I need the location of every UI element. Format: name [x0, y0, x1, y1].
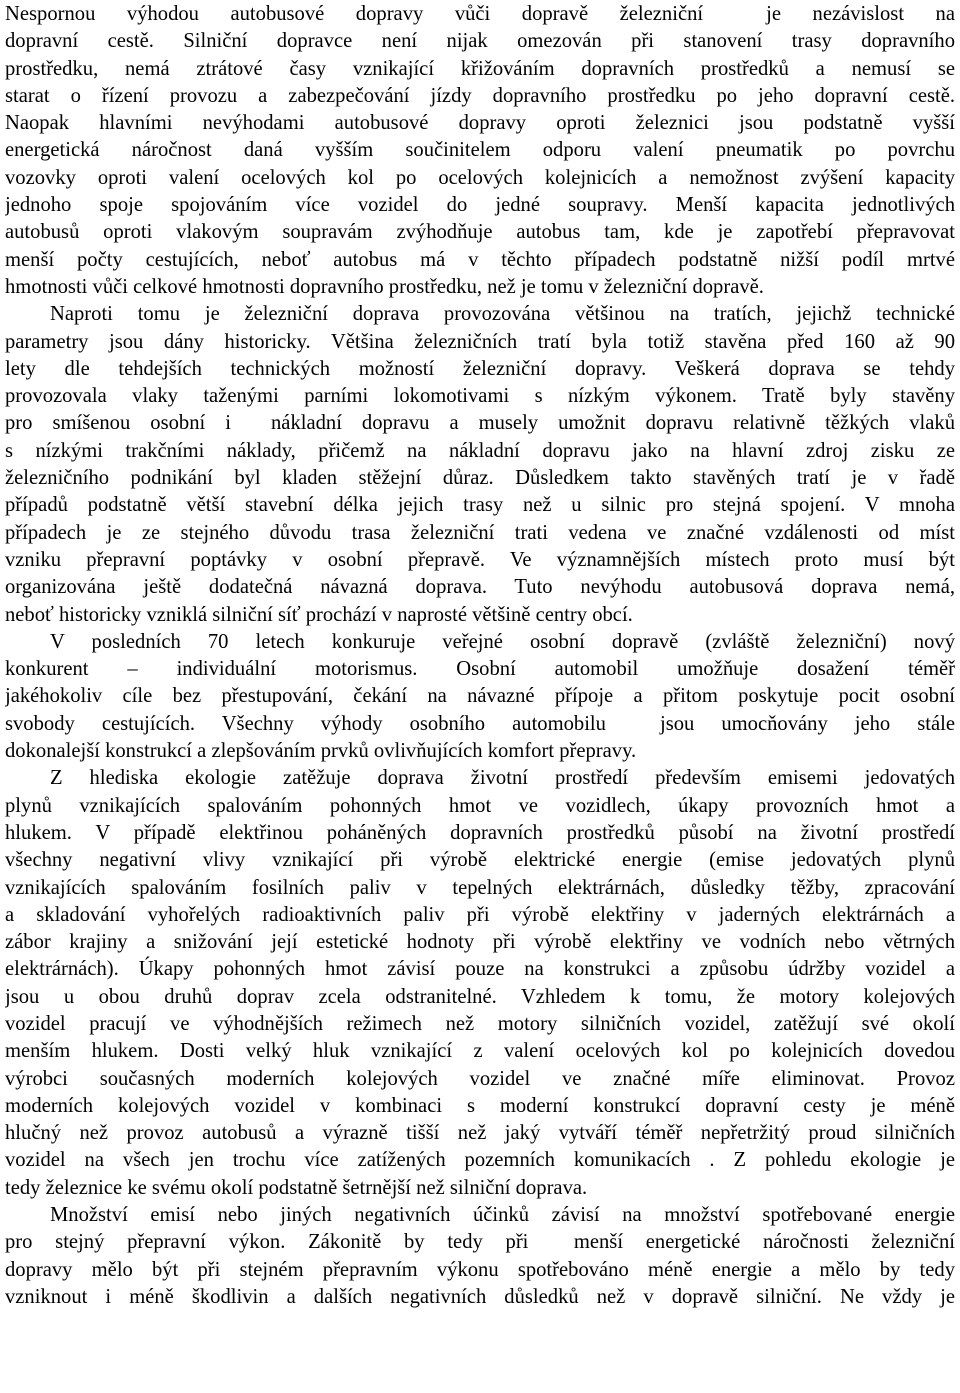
text-line: V posledních 70 letech konkuruje veřejné osobní dopravě (zvláště železniční) nový	[50, 630, 955, 653]
text-line: hlukem. V případě elektřinou poháněných dopravních prostředků působí na životní prostředí	[5, 821, 955, 844]
text-line: elektrárnách). Úkapy pohonných hmot závisí pouze na konstrukci a způsobu údržby vozidel a	[5, 958, 955, 981]
paragraph	[5, 1202, 955, 1311]
text-line: vozovky oproti valení ocelových kol po ocelových kolejnicích a nemožnost zvýšení kapacity	[5, 166, 955, 189]
text-line: parametry jsou dány historicky. Většina železničních tratí byla totiž stavěna před 160 až 90	[5, 330, 955, 353]
paragraph	[5, 629, 955, 765]
text-line: moderních kolejových vozidel v kombinaci s moderní konstrukcí dopravní cesty je méně	[5, 1094, 955, 1117]
paragraph	[5, 1, 955, 301]
text-line: menším hlukem. Dosti velký hluk vznikající z valení ocelových kol po kolejnicích dovedou	[5, 1040, 955, 1063]
text-line: energetická náročnost daná vyšším součinitelem odporu valení pneumatik po povrchu	[5, 139, 955, 162]
text-line: zábor krajiny a snižování její estetické hodnoty při výrobě elektřiny ve vodních nebo větrných	[5, 931, 955, 954]
text-line: železničního podnikání byl kladen stěžejní důraz. Důsledkem takto stavěných tratí je v řadě	[5, 467, 955, 490]
text-line: organizována ještě dodatečná návazná doprava. Tuto nevýhodu autobusová doprava nemá,	[5, 576, 955, 599]
text-line: pro stejný přepravní výkon. Zákonitě by tedy při menší energetické náročnosti železniční	[5, 1231, 955, 1254]
paragraph	[5, 301, 955, 629]
document-page	[5, 1, 955, 1311]
text-line: dopravy mělo být při stejném přepravním výkonu spotřebováno méně energie a mělo by tedy	[5, 1258, 955, 1281]
text-line: Nespornou výhodou autobusové dopravy vůči dopravě železniční je nezávislost na	[5, 3, 955, 25]
text-line: vzniknout i méně škodlivin a dalších negativních důsledků než v dopravě silniční. Ne vždy je	[5, 1285, 955, 1308]
text-line: menší počty cestujících, neboť autobus má v těchto případech podstatně nižší podíl mrtvé	[5, 248, 955, 271]
text-line: plynů vznikajících spalováním pohonných hmot ve vozidlech, úkapy provozních hmot a	[5, 794, 955, 817]
text-line: tedy železnice ke svému okolí podstatně šetrnější než silniční doprava.	[5, 1176, 588, 1199]
text-line: svobody cestujících. Všechny výhody osobního automobilu jsou umocňovány jeho stále	[5, 712, 955, 735]
text-line: výrobci současných moderních kolejových vozidel ve značné míře eliminovat. Provoz	[5, 1067, 955, 1090]
text-line: a skladování vyhořelých radioaktivních paliv při výrobě elektřiny v jaderných elektrárnách a	[5, 903, 955, 926]
text-line: všechny negativní vlivy vznikající při výrobě elektrické energie (emise jedovatých plynů	[5, 849, 955, 872]
text-line: pro smíšenou osobní i nákladní dopravu a musely umožnit dopravu relativně těžkých vlaků	[5, 412, 955, 435]
text-line: neboť historicky vzniklá silniční síť prochází v naprosté většině centry obcí.	[5, 603, 633, 626]
text-line: konkurent – individuální motorismus. Osobní automobil umožňuje dosažení téměř	[5, 658, 955, 681]
text-line: s nízkými trakčními náklady, přičemž na nákladní dopravu jako na hlavní zdroj zisku ze	[5, 439, 955, 462]
text-line: Z hlediska ekologie zatěžuje doprava životní prostředí především emisemi jedovatých	[50, 767, 955, 790]
text-line: případech je ze stejného důvodu trasa železniční trati vedena ve značné vzdálenosti od míst	[5, 521, 955, 544]
text-line: hlučný než provoz autobusů a výrazně tišší než jaký vytváří téměř nepřetržitý proud silničních	[5, 1122, 955, 1145]
text-line: dopravní cestě. Silniční dopravce není nijak omezován při stanovení trasy dopravního	[5, 30, 955, 53]
text-line: prostředku, nemá ztrátové časy vznikající křižováním dopravních prostředků a nemusí se	[5, 57, 955, 80]
text-line: provozovala vlaky taženými parními lokomotivami s nízkým výkonem. Tratě byly stavěny	[5, 385, 955, 408]
text-line: autobusů oproti vlakovým soupravám zvýhodňuje autobus tam, kde je zapotřebí přepravovat	[5, 221, 955, 244]
text-line: hmotnosti vůči celkové hmotnosti dopravního prostředku, než je tomu v železniční dopravě.	[5, 275, 764, 298]
text-line: případů podstatně větší stavební délka jejich trasy než u silnic pro stejná spojení. V mnoha	[5, 494, 955, 517]
text-line: jsou u obou druhů doprav zcela odstranitelné. Vzhledem k tomu, že motory kolejových	[5, 985, 955, 1008]
text-line: dokonalejší konstrukcí a zlepšováním prvků ovlivňujících komfort přepravy.	[5, 740, 637, 763]
paragraph	[5, 765, 955, 1202]
text-line: vznikajících spalováním fosilních paliv v tepelných elektrárnách, důsledky těžby, zpracování	[5, 876, 955, 899]
text-line: starat o řízení provozu a zabezpečování jízdy dopravního prostředku po jeho dopravní cestě.	[5, 84, 955, 107]
text-line: vzniku přepravní poptávky v osobní přepravě. Ve významnějších místech proto musí být	[5, 548, 955, 571]
text-line: Naopak hlavními nevýhodami autobusové dopravy oproti železnici jsou podstatně vyšší	[5, 112, 955, 135]
text-line: lety dle tehdejších technických možností železniční dopravy. Veškerá doprava se tehdy	[5, 357, 955, 380]
text-line: vozidel na všech jen trochu více zatížených pozemních komunikacích . Z pohledu ekologie je	[5, 1149, 955, 1172]
text-line: Naproti tomu je železniční doprava provozována většinou na tratích, jejichž technické	[50, 303, 955, 326]
text-line: jakéhokoliv cíle bez přestupování, čekání na návazné přípoje a přitom poskytuje pocit osobní	[5, 685, 955, 708]
text-line: jednoho spoje spojováním více vozidel do jedné soupravy. Menší kapacita jednotlivých	[5, 194, 955, 217]
text-line: vozidel pracují ve výhodnějších režimech než motory silničních vozidel, zatěžují své okolí	[5, 1012, 955, 1035]
text-line: Množství emisí nebo jiných negativních účinků závisí na množství spotřebované energie	[50, 1204, 955, 1227]
